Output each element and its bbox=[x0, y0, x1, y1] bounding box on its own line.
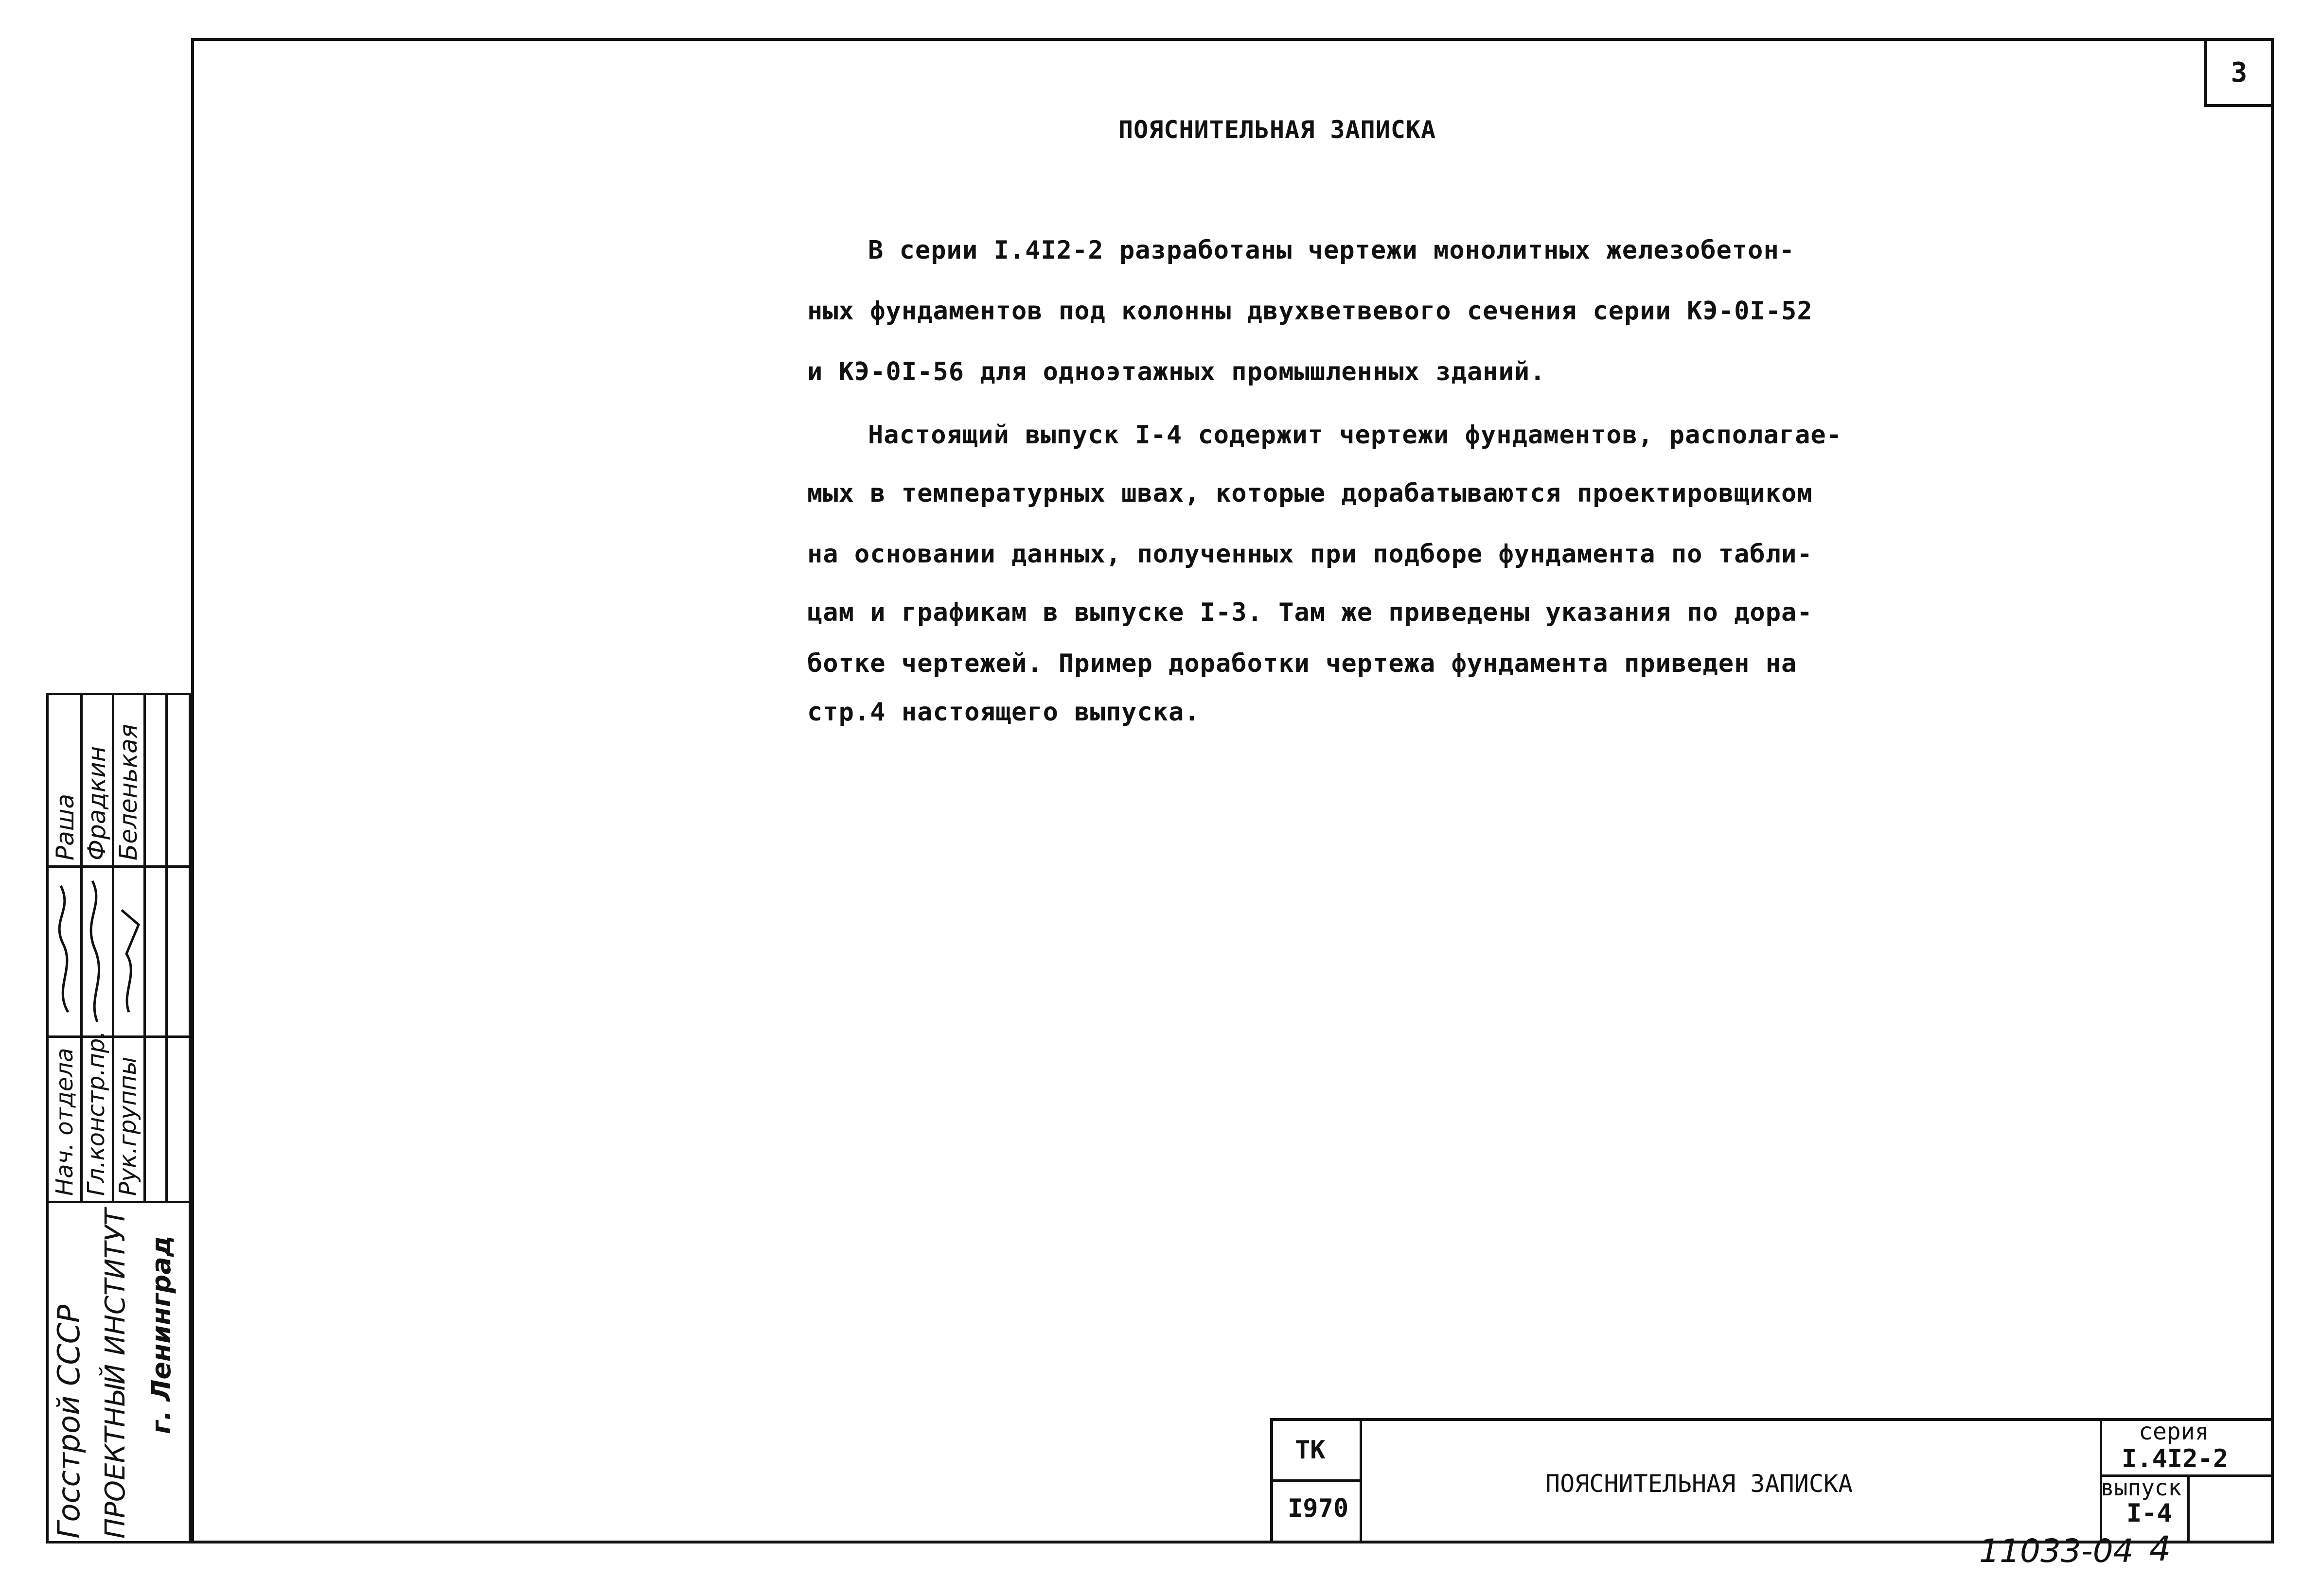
body-line: стр.4 настоящего выпуска. bbox=[807, 698, 1200, 727]
stamp-role: Рук.группы bbox=[114, 1056, 142, 1196]
tb-code: ТК bbox=[1295, 1436, 1326, 1465]
tb-issue-label: выпуск bbox=[2101, 1474, 2182, 1501]
body-line: Настоящий выпуск I-4 содержит чертежи фундаментов, располагае- bbox=[868, 421, 1842, 450]
tb-title: ПОЯСНИТЕЛЬНАЯ ЗАПИСКА bbox=[1545, 1470, 1853, 1498]
stamp-org: Госстрой СССР bbox=[51, 1304, 87, 1539]
page-number-box bbox=[2204, 38, 2274, 107]
body-line: мых в температурных швах, которые дорабатываются проектировщиком bbox=[807, 479, 1813, 508]
body-line: ных фундаментов под колонны двухветвевого сечения серии КЭ-0I-52 bbox=[807, 297, 1813, 326]
body-line: и КЭ-0I-56 для одноэтажных промышленных зданий. bbox=[807, 357, 1546, 386]
stamp-name: Раша bbox=[51, 793, 79, 860]
tb-issue-value: I-4 bbox=[2126, 1499, 2172, 1528]
approval-stamp bbox=[46, 693, 191, 1543]
body-line: ботке чертежей. Пример доработки чертежа фундамента приведен на bbox=[807, 649, 1797, 678]
body-line: цам и графикам в выпуске I-3. Там же приведены указания по дора- bbox=[807, 598, 1813, 627]
stamp-name: Беленькая bbox=[114, 724, 142, 860]
stamp-name: Фрадкин bbox=[83, 746, 111, 860]
tb-divider bbox=[1360, 1421, 1362, 1541]
stamp-role: Нач. отдела bbox=[51, 1048, 78, 1196]
body-line: В серии I.4I2-2 разработаны чертежи монолитных железобетон- bbox=[868, 236, 1795, 265]
stamp-city: г. Ленинград bbox=[146, 1235, 177, 1434]
title-block bbox=[1270, 1418, 2274, 1543]
tb-divider bbox=[2187, 1474, 2190, 1541]
tb-year: I970 bbox=[1288, 1494, 1349, 1523]
stamp-divider bbox=[165, 695, 168, 1201]
tb-series-value: I.4I2-2 bbox=[2122, 1444, 2229, 1473]
signature-marks bbox=[49, 866, 165, 1035]
body-line: на основании данных, полученных при подборе фундамента по табли- bbox=[807, 540, 1813, 569]
page-number: 3 bbox=[2231, 56, 2248, 88]
stamp-org: ПРОЕКТНЫЙ ИНСТИТУТ bbox=[100, 1209, 131, 1539]
stamp-divider bbox=[49, 1201, 189, 1203]
tb-series-label: серия bbox=[2139, 1418, 2209, 1445]
archive-number: 11033-04 bbox=[1979, 1532, 2134, 1570]
sheet-number: 4 bbox=[2149, 1529, 2171, 1569]
page-title: ПОЯСНИТЕЛЬНАЯ ЗАПИСКА bbox=[1118, 116, 1436, 144]
tb-divider bbox=[1273, 1479, 1360, 1482]
stamp-role: Гл.констр.пр. bbox=[83, 1031, 110, 1196]
